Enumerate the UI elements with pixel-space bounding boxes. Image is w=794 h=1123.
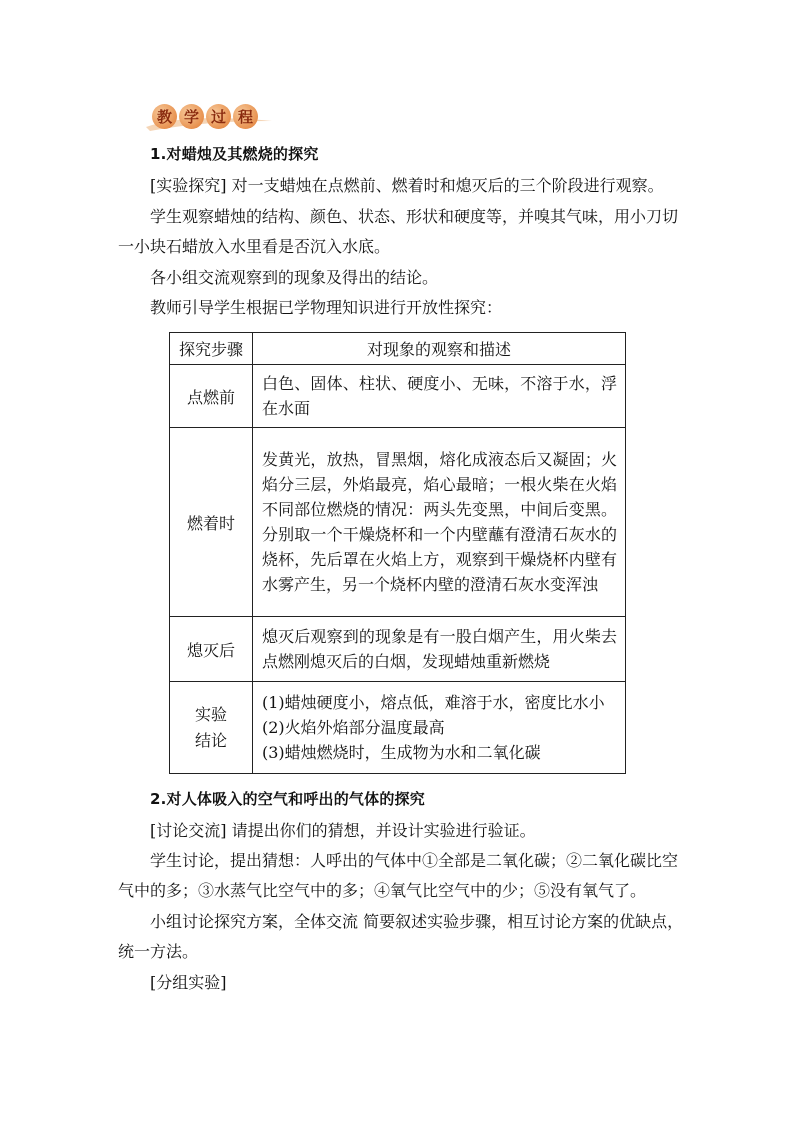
- section1-para2: 学生观察蜡烛的结构、颜色、状态、形状和硬度等，并嗅其气味，用小刀切一小块石蜡放入水里看是否沉入水底。: [118, 207, 679, 256]
- section1-para3: 各小组交流观察到的现象及得出的结论。: [150, 268, 439, 287]
- conclusion-item: (1)蜡烛硬度小，熔点低，难溶于水，密度比水小: [262, 693, 605, 712]
- table-step-line: 实验: [194, 704, 227, 724]
- table-row: [170, 617, 626, 682]
- table-step-cell: 熄灭后: [170, 617, 253, 682]
- table-desc-cell: 熄灭后观察到的现象是有一股白烟产生，用火柴去点燃刚熄灭后的白烟，发现蜡烛重新燃烧: [253, 617, 626, 682]
- badge-char: 程: [233, 104, 258, 129]
- table-header-cell: 对现象的观察和描述: [253, 333, 626, 365]
- section2-para4: [分组实验]: [150, 973, 227, 992]
- badge-char: 学: [179, 104, 204, 129]
- table-desc-cell: 发黄光，放热，冒黑烟，熔化成液态后又凝固；火焰分三层，外焰最亮，焰心最暗；一根火柴在火焰不同部位燃烧的情况：两头先变黑，中间后变黑。分别取一个干燥烧杯和一个内壁蘸有澄清石灰水的烧杯，先后罩在火焰上方，观察到干燥烧杯内壁有水雾产生，另一个烧杯内壁的澄清石灰水变浑浊: [253, 428, 626, 617]
- table-step-cell: 燃着时: [170, 428, 253, 617]
- section2-heading: 2.对人体吸入的空气和呼出的气体的探究: [150, 790, 425, 808]
- table-header-row: [170, 333, 626, 365]
- badge-char: 过: [206, 104, 231, 129]
- conclusion-item: (3)蜡烛燃烧时，生成物为水和二氧化碳: [262, 743, 541, 762]
- section1-para1: [实验探究] 对一支蜡烛在点燃前、燃着时和熄灭后的三个阶段进行观察。: [150, 176, 664, 195]
- table-step-cell: 点燃前: [170, 365, 253, 428]
- table-header-cell: 探究步骤: [170, 333, 253, 365]
- section1-para4: 教师引导学生根据已学物理知识进行开放性探究：: [150, 298, 503, 317]
- table-desc-cell: 白色、固体、柱状、硬度小、无味，不溶于水，浮在水面: [253, 365, 626, 428]
- section2-para2: 学生讨论，提出猜想：人呼出的气体中①全部是二氧化碳；②二氧化碳比空气中的多；③水蒸气比空气中的多；④氧气比空气中的少；⑤没有氧气了。: [118, 851, 679, 900]
- table-desc-cell: [253, 682, 626, 774]
- badge-char: 教: [152, 104, 177, 129]
- section1-heading: 1.对蜡烛及其燃烧的探究: [150, 145, 319, 163]
- table-row: [170, 428, 626, 617]
- section-badge: [152, 101, 258, 131]
- conclusion-item: (2)火焰外焰部分温度最高: [262, 718, 445, 737]
- table-row: [170, 682, 626, 774]
- section2-para3: 小组讨论探究方案，全体交流 简要叙述实验步骤，相互讨论方案的优缺点，统一方法。: [118, 912, 684, 961]
- table-step-cell: [170, 682, 253, 774]
- table-row: [170, 365, 626, 428]
- observation-table: [169, 332, 626, 774]
- table-step-line: 结论: [194, 730, 227, 750]
- section2-para1: [讨论交流] 请提出你们的猜想，并设计实验进行验证。: [150, 821, 536, 840]
